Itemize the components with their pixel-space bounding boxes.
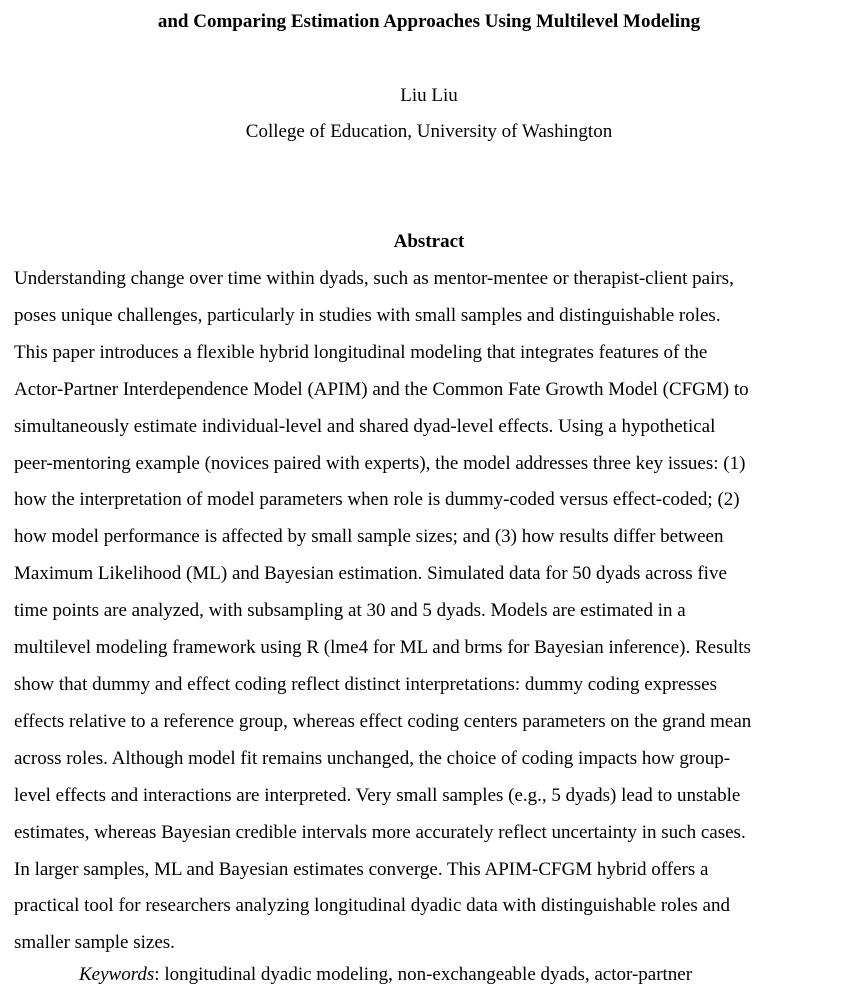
abstract-line: how model performance is affected by small sample sizes; and (3) how results differ between [14, 526, 724, 548]
paper-title: and Comparing Estimation Approaches Using Multilevel Modeling [157, 11, 701, 32]
keywords-label: Keywords [79, 964, 155, 985]
abstract-line: across roles. Although model fit remains unchanged, the choice of coding impacts how group- [14, 747, 731, 769]
abstract-line: Understanding change over time within dyads, such as mentor-mentee or therapist-client pairs, [14, 268, 734, 289]
abstract-line: estimates, whereas Bayesian credible intervals more accurately reflect uncertainty in such cases. [14, 821, 746, 843]
abstract-line: show that dummy and effect coding reflect distinct interpretations: dummy coding expresses [14, 673, 717, 695]
abstract-line: multilevel modeling framework using R (lme4 for ML and brms for Bayesian inference). Results [14, 637, 751, 659]
abstract-line: practical tool for researchers analyzing longitudinal dyadic data with distinguishable roles and [14, 895, 730, 917]
abstract-line: Maximum Likelihood (ML) and Bayesian estimation. Simulated data for 50 dyads across five [14, 563, 727, 585]
author-name: Liu Liu [400, 85, 458, 106]
abstract-line: smaller sample sizes. [14, 932, 175, 954]
abstract-line: peer-mentoring example (novices paired with experts), the model addresses three key issues: (1) [14, 452, 746, 474]
abstract-body [14, 261, 854, 962]
abstract-line: effects relative to a reference group, whereas effect coding centers parameters on the grand mean [14, 710, 752, 732]
keywords-line [79, 957, 692, 993]
abstract-line: simultaneously estimate individual-level and shared dyad-level effects. Using a hypothetical [14, 415, 716, 437]
keywords-text: : longitudinal dyadic modeling, non-exchangeable dyads, actor-partner [154, 964, 693, 985]
abstract-heading: Abstract [393, 231, 465, 252]
abstract-line: time points are analyzed, with subsampling at 30 and 5 dyads. Models are estimated in a [14, 600, 686, 622]
abstract-line: Actor-Partner Interdependence Model (APIM) and the Common Fate Growth Model (CFGM) to [14, 378, 749, 400]
author-affiliation: College of Education, University of Washington [245, 121, 613, 142]
abstract-line: In larger samples, ML and Bayesian estimates converge. This APIM-CFGM hybrid offers a [14, 858, 709, 880]
abstract-line: This paper introduces a flexible hybrid longitudinal modeling that integrates features of the [14, 341, 708, 363]
abstract-line: poses unique challenges, particularly in studies with small samples and distinguishable roles. [14, 304, 721, 326]
abstract-line: how the interpretation of model parameters when role is dummy-coded versus effect-coded; (2) [14, 489, 740, 511]
abstract-line: level effects and interactions are interpreted. Very small samples (e.g., 5 dyads) lead to unstable [14, 784, 741, 806]
